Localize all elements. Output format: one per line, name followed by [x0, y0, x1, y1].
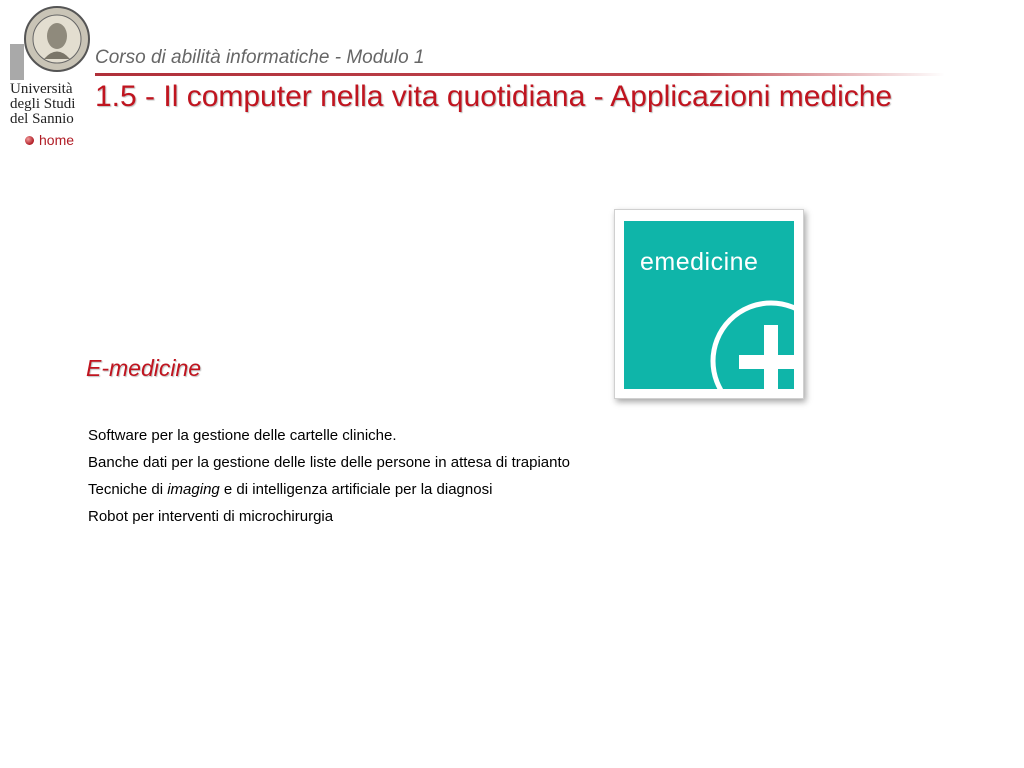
bullet-text: e di intelligenza artificiale per la diagnosi [219, 481, 493, 498]
logo-line-2: degli Studi [10, 96, 76, 112]
bullet-text: Tecniche di [88, 481, 168, 498]
bullet-line [88, 476, 570, 503]
plus-circle-icon [624, 221, 794, 389]
bullet-emphasis: imaging [167, 481, 220, 498]
bullet-list [88, 422, 570, 530]
course-subtitle: Corso di abilità informatiche - Modulo 1 [95, 47, 425, 68]
logo-strip [10, 44, 24, 80]
logo-line-1: Università [10, 81, 73, 97]
header-rule [95, 73, 945, 76]
emedicine-wordmark: emedicine [640, 248, 759, 276]
logo-line-3: del Sannio [10, 111, 74, 127]
page-title: 1.5 - Il computer nella vita quotidiana - Applicazioni mediche [95, 80, 893, 113]
bullet-line: Banche dati per la gestione delle liste delle persone in attesa di trapianto [88, 454, 570, 471]
emedicine-image [614, 209, 804, 399]
university-logo [10, 4, 92, 126]
home-link[interactable] [25, 132, 74, 148]
emedicine-tile [624, 221, 794, 389]
university-seal-icon [24, 4, 90, 74]
bullet-dot-icon [25, 136, 34, 145]
bullet-line: Software per la gestione delle cartelle cliniche. [88, 427, 397, 444]
logo-text [10, 82, 90, 127]
section-heading: E-medicine [86, 355, 202, 381]
home-label: home [39, 132, 75, 148]
bullet-line: Robot per interventi di microchirurgia [88, 508, 334, 525]
